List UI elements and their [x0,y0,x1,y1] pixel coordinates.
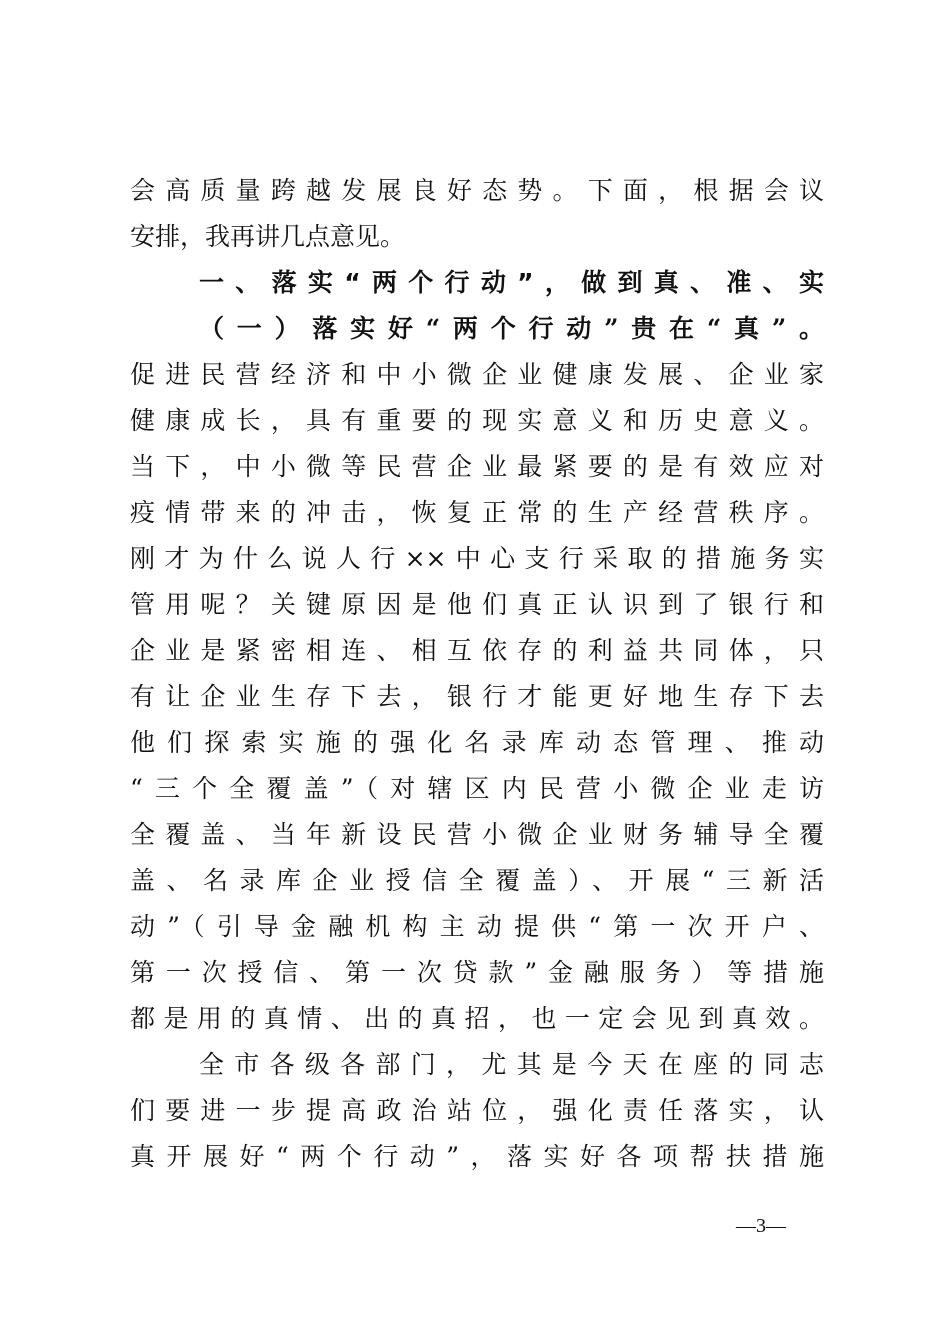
section-heading: 一、落实“两个行动”，做到真、准、实 [199,268,824,297]
text-line: 动”（引导金融机构主动提供“第一次开户、 [130,912,824,941]
text-line: 健康成长，具有重要的现实意义和历史意义。 [130,406,824,435]
text-line: 真开展好“两个行动”，落实好各项帮扶措施 [130,1142,824,1171]
text-line: 管用呢？关键原因是他们真正认识到了银行和 [130,590,824,619]
text-line: 疫情带来的冲击，恢复正常的生产经营秩序。 [130,498,824,527]
text-line: 全市各级各部门，尤其是今天在座的同志 [199,1050,824,1079]
text-line: 全覆盖、当年新设民营小微企业财务辅导全覆 [130,820,824,849]
text-line: 企业是紧密相连、相互依存的利益共同体，只 [130,636,824,665]
text-line: 有让企业生存下去，银行才能更好地生存下去 [130,682,824,711]
text-line: 促进民营经济和中小微企业健康发展、企业家 [130,360,824,389]
text-line: 盖、名录库企业授信全覆盖）、开展“三新活 [130,866,824,895]
text-line: 当下，中小微等民营企业最紧要的是有效应对 [130,452,824,481]
page-number: —3— [736,1215,786,1237]
text-line: 他们探索实施的强化名录库动态管理、推动 [130,728,824,757]
text-line: 都是用的真情、出的真招，也一定会见到真效。 [130,1004,824,1033]
text-line: 们要进一步提高政治站位，强化责任落实，认 [130,1096,824,1125]
text-line: 会高质量跨越发展良好态势。下面，根据会议 [130,176,824,205]
text-line: 刚才为什么说人行××中心支行采取的措施务实 [130,544,824,573]
subsection-heading: （一）落实好“两个行动”贵在“真”。 [199,314,824,343]
text-line: 安排，我再讲几点意见。 [130,222,406,251]
document-body [130,168,824,1180]
text-line: 第一次授信、第一次贷款”金融服务）等措施 [130,958,824,987]
text-line: “三个全覆盖”（对辖区内民营小微企业走访 [130,774,824,803]
